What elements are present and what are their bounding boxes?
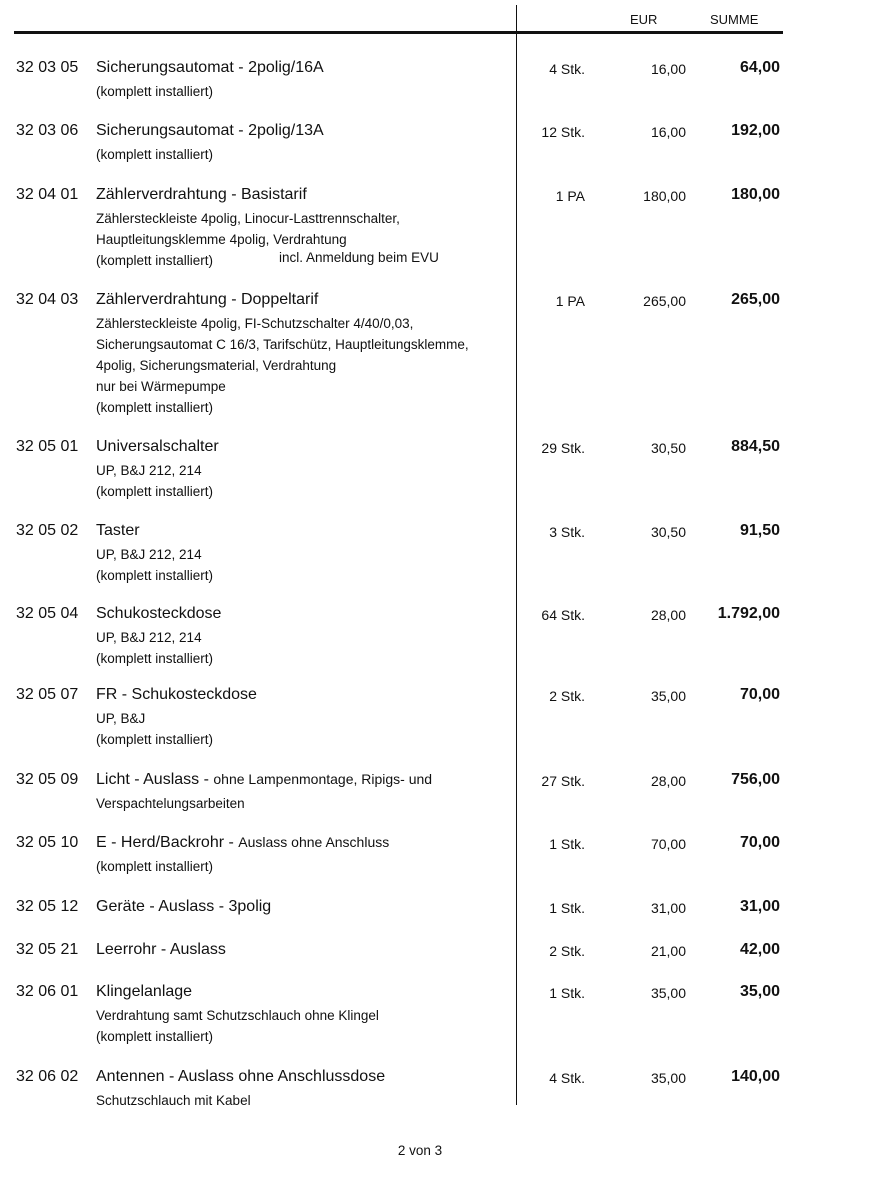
item-title-remark: Auslass ohne Anschluss [238, 834, 390, 850]
item-description-line: 4polig, Sicherungsmaterial, Verdrahtung [96, 358, 337, 373]
item-description [96, 793, 245, 814]
item-quantity: 4 Stk. [549, 61, 585, 77]
item-sum: 884,50 [731, 438, 780, 455]
item-sum: 192,00 [731, 122, 780, 139]
item-description-line: Zählersteckleiste 4polig, Linocur-Lasttrennschalter, [96, 211, 400, 226]
item-title [96, 941, 226, 959]
item-unit-price: 16,00 [650, 124, 686, 140]
item-code: 32 05 09 [16, 771, 79, 788]
item-title-text: Universalschalter [96, 438, 219, 455]
item-title [96, 686, 257, 704]
item-title-text: Antennen - Auslass ohne Anschlussdose [96, 1068, 386, 1085]
item-description-line: UP, B&J 212, 214 [96, 630, 202, 645]
item-code: 32 05 02 [16, 522, 79, 539]
item-title [96, 291, 318, 309]
item-unit-price: 21,00 [650, 943, 686, 959]
item-title [96, 605, 221, 623]
item-description [96, 460, 213, 502]
item-quantity: 2 Stk. [549, 688, 585, 704]
item-sum: 91,50 [739, 522, 780, 539]
item-description-line: (komplett installiert) [96, 400, 214, 415]
item-description-line: Sicherungsautomat C 16/3, Tarifschütz, Hauptleitungsklemme, [96, 337, 469, 352]
item-unit-price: 28,00 [650, 773, 686, 789]
item-title [96, 122, 324, 140]
item-sum: 1.792,00 [717, 605, 780, 622]
header-rule [14, 31, 783, 34]
item-quantity: 12 Stk. [541, 124, 585, 140]
item-quantity: 2 Stk. [549, 943, 585, 959]
item-code: 32 03 06 [16, 122, 79, 139]
item-code: 32 05 07 [16, 686, 79, 703]
item-title [96, 834, 389, 852]
item-note: incl. Anmeldung beim EVU [279, 250, 439, 265]
item-title-text: FR - Schukosteckdose [96, 686, 257, 703]
item-sum: 42,00 [739, 941, 780, 958]
item-title-text: Geräte - Auslass - 3polig [96, 898, 272, 915]
item-description [96, 81, 213, 102]
item-quantity: 3 Stk. [549, 524, 585, 540]
item-code: 32 05 10 [16, 834, 79, 851]
item-title-text: Zählerverdrahtung - Basistarif [96, 186, 307, 203]
item-title-text: Schukosteckdose [96, 605, 222, 622]
item-sum: 265,00 [731, 291, 780, 308]
item-description-line: (komplett installiert) [96, 568, 214, 583]
item-sum: 31,00 [739, 898, 780, 915]
item-code: 32 03 05 [16, 59, 79, 76]
item-title [96, 983, 192, 1001]
column-divider [516, 5, 517, 1105]
item-description [96, 544, 213, 586]
item-description-line: UP, B&J 212, 214 [96, 463, 202, 478]
item-sum: 70,00 [739, 834, 780, 851]
item-title [96, 771, 432, 789]
item-title-text: Leerrohr - Auslass [96, 941, 226, 958]
item-unit-price: 35,00 [650, 1070, 686, 1086]
item-description-line: (komplett installiert) [96, 253, 214, 268]
item-sum: 756,00 [731, 771, 780, 788]
item-title-text: Taster [96, 522, 140, 539]
item-description-line: (komplett installiert) [96, 732, 214, 747]
item-description [96, 144, 213, 165]
item-code: 32 05 04 [16, 605, 79, 622]
item-description-line: (komplett installiert) [96, 1029, 214, 1044]
item-code: 32 04 01 [16, 186, 79, 203]
item-code: 32 06 02 [16, 1068, 79, 1085]
item-code: 32 06 01 [16, 983, 79, 1000]
item-title-text: Klingelanlage [96, 983, 193, 1000]
item-code: 32 05 21 [16, 941, 79, 958]
item-unit-price: 35,00 [650, 688, 686, 704]
item-title-text: Zählerverdrahtung - Doppeltarif [96, 291, 319, 308]
item-unit-price: 28,00 [650, 607, 686, 623]
item-description-line: Verspachtelungsarbeiten [96, 796, 245, 811]
item-title-text: Sicherungsautomat - 2polig/16A [96, 59, 324, 76]
item-sum: 64,00 [739, 59, 780, 76]
item-sum: 70,00 [739, 686, 780, 703]
item-description-line: (komplett installiert) [96, 651, 214, 666]
item-description-line: Zählersteckleiste 4polig, FI-Schutzschalter 4/40/0,03, [96, 316, 414, 331]
item-unit-price: 30,50 [650, 440, 686, 456]
item-description-line: (komplett installiert) [96, 84, 214, 99]
item-description-line: UP, B&J 212, 214 [96, 547, 202, 562]
column-header-eur: EUR [630, 12, 658, 27]
item-title-text: Sicherungsautomat - 2polig/13A [96, 122, 324, 139]
item-title [96, 898, 271, 916]
item-sum: 35,00 [739, 983, 780, 1000]
item-quantity: 1 Stk. [549, 985, 585, 1001]
item-description [96, 313, 469, 418]
item-description [96, 1090, 251, 1111]
item-description-line: nur bei Wärmepumpe [96, 379, 226, 394]
item-quantity: 29 Stk. [541, 440, 585, 456]
item-title [96, 438, 219, 456]
item-quantity: 27 Stk. [541, 773, 585, 789]
item-quantity: 1 PA [555, 293, 585, 309]
item-description-line: Schutzschlauch mit Kabel [96, 1093, 251, 1108]
item-sum: 140,00 [731, 1068, 780, 1085]
item-title-remark: ohne Lampenmontage, Ripigs- und [213, 771, 433, 787]
item-unit-price: 31,00 [650, 900, 686, 916]
item-description [96, 627, 213, 669]
item-quantity: 1 Stk. [549, 900, 585, 916]
item-title [96, 522, 140, 540]
item-description-line: (komplett installiert) [96, 859, 214, 874]
item-unit-price: 180,00 [643, 188, 686, 204]
item-unit-price: 35,00 [650, 985, 686, 1001]
item-quantity: 1 Stk. [549, 836, 585, 852]
page-number: 2 von 3 [397, 1143, 443, 1158]
item-title-text: Licht - Auslass - [96, 771, 209, 788]
item-description-line: UP, B&J [96, 711, 146, 726]
item-sum: 180,00 [731, 186, 780, 203]
item-unit-price: 70,00 [650, 836, 686, 852]
item-title [96, 1068, 385, 1086]
item-title [96, 186, 307, 204]
item-title [96, 59, 324, 77]
item-description [96, 1005, 379, 1047]
item-unit-price: 30,50 [650, 524, 686, 540]
item-unit-price: 16,00 [650, 61, 686, 77]
column-header-summe: SUMME [710, 12, 759, 27]
item-quantity: 1 PA [555, 188, 585, 204]
item-code: 32 05 01 [16, 438, 79, 455]
item-description-line: (komplett installiert) [96, 147, 214, 162]
item-title-text: E - Herd/Backrohr - [96, 834, 234, 851]
item-code: 32 05 12 [16, 898, 79, 915]
item-code: 32 04 03 [16, 291, 79, 308]
item-description-line: (komplett installiert) [96, 484, 214, 499]
item-description-line: Hauptleitungsklemme 4polig, Verdrahtung [96, 232, 347, 247]
item-description [96, 856, 213, 877]
item-quantity: 64 Stk. [541, 607, 585, 623]
item-description [96, 708, 213, 750]
item-unit-price: 265,00 [643, 293, 686, 309]
item-quantity: 4 Stk. [549, 1070, 585, 1086]
item-description-line: Verdrahtung samt Schutzschlauch ohne Klingel [96, 1008, 379, 1023]
